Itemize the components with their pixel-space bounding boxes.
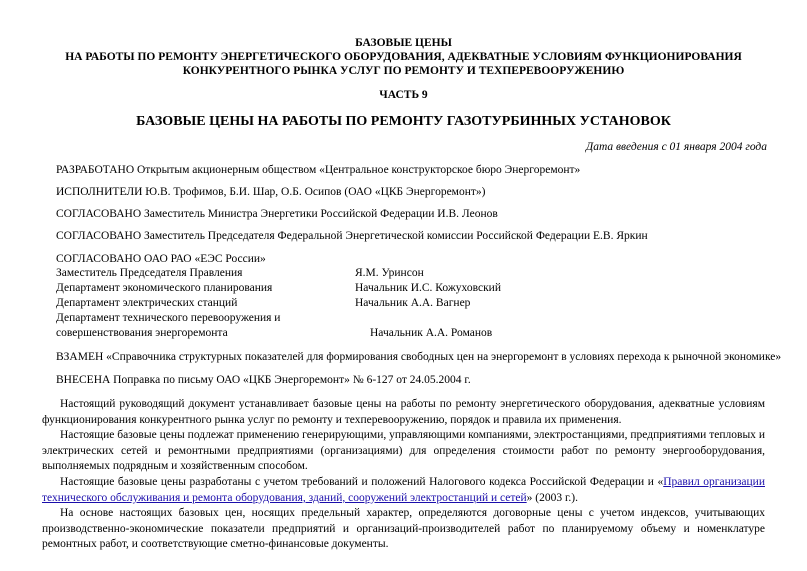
paragraph-text: Настоящие базовые цены разработаны с учетом требований и положений Налогового кодекса Российской Федерации и « bbox=[60, 476, 664, 488]
executors: ИСПОЛНИТЕЛИ Ю.В. Трофимов, Б.И. Шар, О.Б. Осипов (ОАО «ЦКБ Энергоремонт») bbox=[56, 186, 486, 198]
org-row-label: Департамент технического перевооружения и bbox=[56, 312, 281, 324]
org-row-signatory: Начальник А.А. Вагнер bbox=[355, 297, 471, 309]
body-paragraph-3 bbox=[42, 475, 765, 506]
doc-title-line-3: КОНКУРЕНТНОГО РЫНКА УСЛУГ ПО РЕМОНТУ И ТЕХПЕРЕВООРУЖЕНИЮ bbox=[182, 65, 625, 77]
org-row-label: Департамент экономического планирования bbox=[56, 282, 273, 294]
org-row-label: Департамент электрических станций bbox=[56, 297, 238, 309]
org-row-label: Заместитель Председателя Правления bbox=[56, 267, 243, 279]
agreed-ministry: СОГЛАСОВАНО Заместитель Министра Энергетики Российской Федерации И.В. Леонов bbox=[56, 208, 498, 220]
org-row-signatory: Я.М. Уринсон bbox=[355, 267, 424, 279]
body-paragraph-2: Настоящие базовые цены подлежат применению генерирующими, управляющими компаниями, электростанциями, предприятиями тепловых и электрических сетей и ремонтными предприятиями (организациями) для определения стоимости работ по ремонту энергооборудования, выполняемых подрядным и хозяйственным способом. bbox=[42, 429, 765, 473]
doc-title-line-2: НА РАБОТЫ ПО РЕМОНТУ ЭНЕРГЕТИЧЕСКОГО ОБОРУДОВАНИЯ, АДЕКВАТНЫЕ УСЛОВИЯМ ФУНКЦИОНИРОВАНИЯ bbox=[65, 51, 742, 63]
agreed-fec: СОГЛАСОВАНО Заместитель Председателя Федеральной Энергетической комиссии Российской Федерации Е.В. Яркин bbox=[56, 230, 648, 242]
agreed-rao: СОГЛАСОВАНО ОАО РАО «ЕЭС России» bbox=[56, 253, 266, 265]
replaces-note: ВЗАМЕН «Справочника структурных показателей для формирования свободных цен на энергоремонт в условиях перехода к рыночной экономике» bbox=[56, 351, 782, 363]
part-title: БАЗОВЫЕ ЦЕНЫ НА РАБОТЫ ПО РЕМОНТУ ГАЗОТУРБИННЫХ УСТАНОВОК bbox=[136, 114, 671, 129]
amendment-note: ВНЕСЕНА Поправка по письму ОАО «ЦКБ Энергоремонт» № 6-127 от 24.05.2004 г. bbox=[56, 374, 471, 386]
part-number: ЧАСТЬ 9 bbox=[379, 89, 428, 101]
body-paragraph-1: Настоящий руководящий документ устанавливает базовые цены на работы по ремонту энергетического оборудования, адекватные условиям функционирования конкурентного рынка услуг по ремонту и техперевооружению, порядок и правила их применения. bbox=[42, 398, 765, 426]
org-row-signatory: Начальник И.С. Кожуховский bbox=[355, 282, 501, 294]
rules-link[interactable]: Правил организации технического обслуживания и ремонта оборудования, зданий, сооружений электростанций и сетей bbox=[42, 476, 765, 504]
org-row-label: совершенствования энергоремонта bbox=[56, 327, 228, 339]
doc-title-line-1: БАЗОВЫЕ ЦЕНЫ bbox=[355, 37, 452, 49]
paragraph-text: » (2003 г.). bbox=[526, 491, 579, 504]
introduction-date: Дата введения с 01 января 2004 года bbox=[585, 141, 767, 153]
org-row-signatory: Начальник А.А. Романов bbox=[370, 327, 493, 339]
body-paragraph-4: На основе настоящих базовых цен, носящих предельный характер, определяются договорные цены с учетом индексов, учитывающих производственно-экономические показатели предприятий и организаций-производителей работ по планируемому объему и номенклатуре ремонтных работ, и соответствующие сметно-финансовые документы. bbox=[42, 507, 765, 551]
developed-by: РАЗРАБОТАНО Открытым акционерным обществом «Центральное конструкторское бюро Энергоремонт» bbox=[56, 164, 581, 176]
